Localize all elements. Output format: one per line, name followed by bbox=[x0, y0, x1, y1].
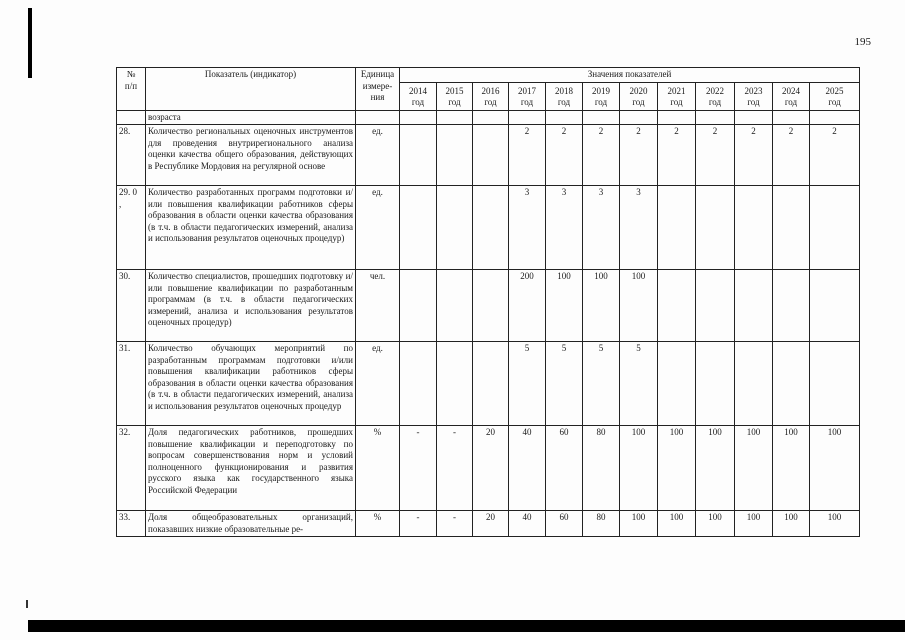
row-value: - bbox=[437, 426, 473, 511]
row-value bbox=[473, 125, 509, 186]
row-value: 100 bbox=[696, 426, 735, 511]
row-value bbox=[735, 186, 773, 270]
row-value: 5 bbox=[546, 342, 583, 426]
row-value bbox=[696, 342, 735, 426]
row-unit: % bbox=[356, 426, 400, 511]
header-values-group: Значения показателей bbox=[400, 68, 860, 83]
row-value bbox=[473, 342, 509, 426]
row-value: 2 bbox=[658, 125, 696, 186]
header-indicator: Показатель (индикатор) bbox=[146, 68, 356, 111]
row-value: - bbox=[437, 511, 473, 537]
row-value: 100 bbox=[696, 511, 735, 537]
row-value bbox=[658, 342, 696, 426]
row-value: 40 bbox=[509, 426, 546, 511]
row-value: 80 bbox=[583, 426, 620, 511]
row-indicator: Количество специалистов, прошедших подготовку и/или повышение квалификации по разработанным программам (в т.ч. в области педагогических измерений, анализа и использования результатов оценочных процедур) bbox=[146, 270, 356, 342]
row-value bbox=[735, 110, 773, 125]
row-value: 20 bbox=[473, 426, 509, 511]
row-value: 3 bbox=[620, 186, 658, 270]
row-value: 100 bbox=[620, 426, 658, 511]
row-value: 100 bbox=[773, 426, 810, 511]
row-value: 100 bbox=[658, 511, 696, 537]
row-value bbox=[437, 125, 473, 186]
row-number: 33. bbox=[117, 511, 146, 537]
row-value: 5 bbox=[509, 342, 546, 426]
row-value: 2 bbox=[583, 125, 620, 186]
row-value: 5 bbox=[583, 342, 620, 426]
table-row bbox=[117, 110, 860, 125]
row-value: 100 bbox=[773, 511, 810, 537]
row-value bbox=[696, 110, 735, 125]
row-value: 3 bbox=[509, 186, 546, 270]
row-value bbox=[773, 186, 810, 270]
row-value: 100 bbox=[583, 270, 620, 342]
header-year: 2018 год bbox=[546, 82, 583, 110]
row-number: 31. bbox=[117, 342, 146, 426]
row-value bbox=[773, 342, 810, 426]
row-value bbox=[773, 110, 810, 125]
row-value bbox=[735, 342, 773, 426]
scan-bottom-border bbox=[28, 620, 905, 632]
row-value bbox=[658, 270, 696, 342]
row-value: 5 bbox=[620, 342, 658, 426]
row-number: 30. bbox=[117, 270, 146, 342]
row-value bbox=[400, 270, 437, 342]
table-row bbox=[117, 270, 860, 342]
page-number: 195 bbox=[854, 36, 871, 48]
header-year: 2020 год bbox=[620, 82, 658, 110]
row-value: 2 bbox=[773, 125, 810, 186]
header-year: 2016 год bbox=[473, 82, 509, 110]
row-value: 20 bbox=[473, 511, 509, 537]
row-value bbox=[658, 186, 696, 270]
row-indicator: возраста bbox=[146, 110, 356, 125]
row-unit: ед. bbox=[356, 342, 400, 426]
row-value bbox=[400, 125, 437, 186]
row-value bbox=[810, 342, 860, 426]
row-value: 2 bbox=[546, 125, 583, 186]
row-unit: чел. bbox=[356, 270, 400, 342]
row-value: 100 bbox=[620, 511, 658, 537]
row-value bbox=[473, 110, 509, 125]
header-year: 2014 год bbox=[400, 82, 437, 110]
row-value: 3 bbox=[546, 186, 583, 270]
scan-tick-mark bbox=[26, 600, 28, 608]
row-indicator: Количество региональных оценочных инструментов для проведения внутрирегионального анализа оценки качества общего образования, действующих в Республике Мордовия на регулярной основе bbox=[146, 125, 356, 186]
row-value: 3 bbox=[583, 186, 620, 270]
row-value: 60 bbox=[546, 426, 583, 511]
row-value: 2 bbox=[620, 125, 658, 186]
row-unit: % bbox=[356, 511, 400, 537]
row-value bbox=[473, 270, 509, 342]
row-value: 200 bbox=[509, 270, 546, 342]
row-value: 2 bbox=[735, 125, 773, 186]
row-value bbox=[437, 342, 473, 426]
row-indicator: Количество обучающих мероприятий по разработанным программам подготовки и/или повышения квалификации работников сферы образования в области оценки качества образования (в т.ч. в области педагогических измерений, анализа и использования результатов оценочных процедур bbox=[146, 342, 356, 426]
row-value bbox=[735, 270, 773, 342]
row-number: 32. bbox=[117, 426, 146, 511]
row-value: 100 bbox=[620, 270, 658, 342]
row-value: 2 bbox=[509, 125, 546, 186]
header-year: 2017 год bbox=[509, 82, 546, 110]
row-value bbox=[696, 270, 735, 342]
table-body bbox=[117, 110, 860, 537]
row-value: 100 bbox=[546, 270, 583, 342]
row-unit: ед. bbox=[356, 125, 400, 186]
row-value bbox=[583, 110, 620, 125]
table-header bbox=[117, 68, 860, 111]
row-value: 100 bbox=[735, 426, 773, 511]
row-value bbox=[810, 186, 860, 270]
header-year: 2019 год bbox=[583, 82, 620, 110]
row-indicator: Количество разработанных программ подготовки и/или повышения квалификации работников сферы образования в области оценки качества образования (в т.ч. в области педагогических измерений, анализа и использования результатов оценочных процедур) bbox=[146, 186, 356, 270]
row-value bbox=[437, 110, 473, 125]
row-value: 60 bbox=[546, 511, 583, 537]
row-value: 100 bbox=[735, 511, 773, 537]
row-value: 2 bbox=[696, 125, 735, 186]
header-year: 2022 год bbox=[696, 82, 735, 110]
row-value bbox=[400, 342, 437, 426]
header-year: 2023 год bbox=[735, 82, 773, 110]
row-value: 80 bbox=[583, 511, 620, 537]
header-year: 2021 год bbox=[658, 82, 696, 110]
row-value: 100 bbox=[810, 511, 860, 537]
row-value: 40 bbox=[509, 511, 546, 537]
row-unit: ед. bbox=[356, 186, 400, 270]
row-value bbox=[546, 110, 583, 125]
row-number bbox=[117, 110, 146, 125]
row-value bbox=[437, 270, 473, 342]
row-value bbox=[773, 270, 810, 342]
table-row bbox=[117, 342, 860, 426]
row-number: 29. 0 , bbox=[117, 186, 146, 270]
header-num: № п/п bbox=[117, 68, 146, 111]
row-value: 100 bbox=[810, 426, 860, 511]
row-indicator: Доля педагогических работников, прошедших повышение квалификации и переподготовку по вопросам совершенствования норм и условий полноценного функционирования и развития русского языка как государственного языка Российской Федерации bbox=[146, 426, 356, 511]
row-value bbox=[658, 110, 696, 125]
row-value bbox=[400, 110, 437, 125]
row-value bbox=[810, 110, 860, 125]
header-year: 2015 год bbox=[437, 82, 473, 110]
row-value bbox=[509, 110, 546, 125]
row-value: - bbox=[400, 426, 437, 511]
row-value bbox=[810, 270, 860, 342]
table-row bbox=[117, 511, 860, 537]
row-value bbox=[437, 186, 473, 270]
row-value: - bbox=[400, 511, 437, 537]
row-number: 28. bbox=[117, 125, 146, 186]
row-value bbox=[473, 186, 509, 270]
row-value: 100 bbox=[658, 426, 696, 511]
row-value bbox=[696, 186, 735, 270]
row-value bbox=[620, 110, 658, 125]
indicators-table bbox=[116, 67, 860, 537]
row-indicator: Доля общеобразовательных организаций, показавших низкие образовательные ре- bbox=[146, 511, 356, 537]
row-value: 2 bbox=[810, 125, 860, 186]
header-year: 2025 год bbox=[810, 82, 860, 110]
table-row bbox=[117, 186, 860, 270]
row-unit bbox=[356, 110, 400, 125]
scan-edge-mark bbox=[28, 8, 32, 78]
row-value bbox=[400, 186, 437, 270]
table-row bbox=[117, 426, 860, 511]
header-unit: Единица измере- ния bbox=[356, 68, 400, 111]
table-row bbox=[117, 125, 860, 186]
header-year: 2024 год bbox=[773, 82, 810, 110]
